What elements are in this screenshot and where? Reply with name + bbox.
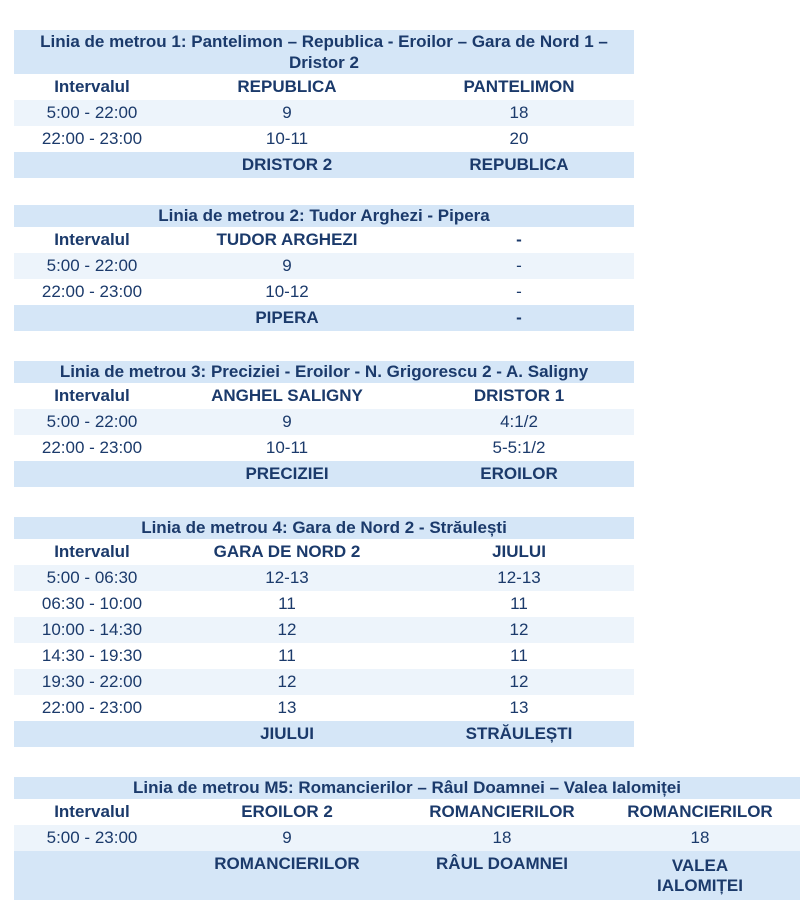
column-header-direction-2: PANTELIMON <box>404 74 634 100</box>
table-row <box>14 591 634 617</box>
table-title: Linia de metrou 4: Gara de Nord 2 - Străulești <box>14 517 634 539</box>
column-header-direction-1: TUDOR ARGHEZI <box>170 227 404 253</box>
terminus-label: RÂUL DOAMNEI <box>404 851 600 900</box>
terminus-label: PRECIZIEI <box>170 461 404 487</box>
metro-line-4-table <box>14 517 634 747</box>
frequency-cell: - <box>404 279 634 305</box>
table-row <box>14 409 634 435</box>
interval-cell: 22:00 - 23:00 <box>14 435 170 461</box>
column-header-direction-2: JIULUI <box>404 539 634 565</box>
table-row <box>14 279 634 305</box>
column-header-direction-1: GARA DE NORD 2 <box>170 539 404 565</box>
frequency-cell: 11 <box>404 591 634 617</box>
interval-cell: 5:00 - 06:30 <box>14 565 170 591</box>
table-title: Linia de metrou 2: Tudor Arghezi - Pipera <box>14 205 634 227</box>
terminus-label: ROMANCIERILOR <box>170 851 404 900</box>
frequency-cell: - <box>404 253 634 279</box>
frequency-cell: 13 <box>404 695 634 721</box>
frequency-cell: 5-5:1/2 <box>404 435 634 461</box>
column-header-interval: Intervalul <box>14 539 170 565</box>
interval-cell: 5:00 - 22:00 <box>14 253 170 279</box>
footer-empty-cell <box>14 721 170 747</box>
interval-cell: 19:30 - 22:00 <box>14 669 170 695</box>
column-header-direction-1: EROILOR 2 <box>170 799 404 825</box>
interval-cell: 22:00 - 23:00 <box>14 126 170 152</box>
frequency-cell: 9 <box>170 825 404 851</box>
interval-cell: 10:00 - 14:30 <box>14 617 170 643</box>
column-header-interval: Intervalul <box>14 74 170 100</box>
terminus-label: PIPERA <box>170 305 404 331</box>
table-title: Linia de metrou 1: Pantelimon – Republica - Eroilor – Gara de Nord 1 – Dristor 2 <box>14 30 634 74</box>
interval-cell: 5:00 - 22:00 <box>14 100 170 126</box>
interval-cell: 5:00 - 22:00 <box>14 409 170 435</box>
column-header-interval: Intervalul <box>14 227 170 253</box>
column-header-direction-3: ROMANCIERILOR <box>600 799 800 825</box>
interval-cell: 22:00 - 23:00 <box>14 279 170 305</box>
column-header-direction-2: ROMANCIERILOR <box>404 799 600 825</box>
frequency-cell: 9 <box>170 100 404 126</box>
frequency-cell: 20 <box>404 126 634 152</box>
frequency-cell: 10-11 <box>170 435 404 461</box>
frequency-cell: 9 <box>170 409 404 435</box>
table-title: Linia de metrou M5: Romancierilor – Râul Doamnei – Valea Ialomiței <box>14 777 800 799</box>
table-row <box>14 100 634 126</box>
frequency-cell: 11 <box>170 643 404 669</box>
table-row <box>14 565 634 591</box>
column-header-direction-1: ANGHEL SALIGNY <box>170 383 404 409</box>
frequency-cell: 12 <box>404 617 634 643</box>
frequency-cell: 12 <box>404 669 634 695</box>
frequency-cell: 10-12 <box>170 279 404 305</box>
column-header-direction-2: DRISTOR 1 <box>404 383 634 409</box>
metro-line-1-table <box>14 30 634 178</box>
frequency-cell: 9 <box>170 253 404 279</box>
terminus-label: JIULUI <box>170 721 404 747</box>
interval-cell: 22:00 - 23:00 <box>14 695 170 721</box>
terminus-label: DRISTOR 2 <box>170 152 404 178</box>
column-header-direction-1: REPUBLICA <box>170 74 404 100</box>
column-header-interval: Intervalul <box>14 383 170 409</box>
footer-empty-cell <box>14 461 170 487</box>
terminus-label: VALEA IALOMIȚEI <box>600 851 800 900</box>
frequency-cell: 18 <box>404 825 600 851</box>
table-row <box>14 435 634 461</box>
table-row <box>14 695 634 721</box>
interval-cell: 5:00 - 23:00 <box>14 825 170 851</box>
column-header-direction-2: - <box>404 227 634 253</box>
frequency-cell: 13 <box>170 695 404 721</box>
footer-empty-cell <box>14 152 170 178</box>
interval-cell: 14:30 - 19:30 <box>14 643 170 669</box>
frequency-cell: 4:1/2 <box>404 409 634 435</box>
interval-cell: 06:30 - 10:00 <box>14 591 170 617</box>
frequency-cell: 12 <box>170 669 404 695</box>
frequency-cell: 12-13 <box>404 565 634 591</box>
table-row <box>14 253 634 279</box>
metro-line-2-table <box>14 205 634 331</box>
metro-line-3-table <box>14 361 634 487</box>
table-row <box>14 126 634 152</box>
frequency-cell: 12-13 <box>170 565 404 591</box>
column-header-interval: Intervalul <box>14 799 170 825</box>
frequency-cell: 18 <box>404 100 634 126</box>
terminus-label: - <box>404 305 634 331</box>
frequency-cell: 18 <box>600 825 800 851</box>
table-title: Linia de metrou 3: Preciziei - Eroilor - N. Grigorescu 2 - A. Saligny <box>14 361 634 383</box>
table-row <box>14 825 800 851</box>
table-row <box>14 643 634 669</box>
footer-empty-cell <box>14 305 170 331</box>
frequency-cell: 12 <box>170 617 404 643</box>
frequency-cell: 10-11 <box>170 126 404 152</box>
frequency-cell: 11 <box>404 643 634 669</box>
terminus-label: EROILOR <box>404 461 634 487</box>
footer-empty-cell <box>14 851 170 900</box>
table-row <box>14 617 634 643</box>
frequency-cell: 11 <box>170 591 404 617</box>
terminus-label: STRĂULEȘTI <box>404 721 634 747</box>
terminus-label: REPUBLICA <box>404 152 634 178</box>
table-row <box>14 669 634 695</box>
metro-line-m5-table <box>14 777 800 900</box>
